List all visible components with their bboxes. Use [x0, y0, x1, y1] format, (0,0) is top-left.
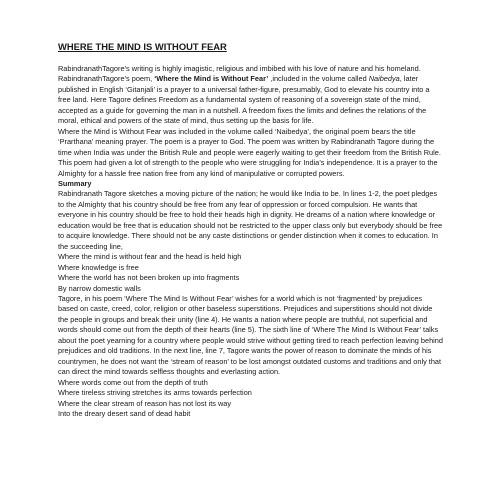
poem-line: Where the world has not been broken up into fragments — [58, 273, 240, 283]
poem-quote-2 — [58, 378, 443, 420]
intro-text-3: , later published in English ‘Gitanjali’ is a prayer to a universal father-figure, presumably, God to elevate his country into a free land. Here Tagore defines Freedom as a fundamental system of reasoning of a sovereign state of the mind, accepted as a guide for governing the man in a nutshell. A freedom fixes the limits and defines the relations of the moral, ethical and powers of the state of mind, thus setting up the basis for life. — [58, 74, 430, 126]
summary-paragraph: Rabindranath Tagore sketches a moving picture of the nation; he would like India to be. In lines 1-2, the poet pledges to the Almighty that his country should be free from any fear of oppression or forced compulsion. He wants that everyone in his country should be free to hold their heads high in dignity. He dreams of a nation where knowledge or education would be free that is education should not be restricted to the upper class only but everybody should be free to acquire knowledge. There should not be any caste distinctions or gender distinction when it comes to education. In the succeeding line, — [58, 189, 443, 251]
poem-line: Where the mind is without fear and the head is held high — [58, 252, 242, 262]
poem-line: Where words come out from the depth of truth — [58, 377, 208, 387]
poem-line: By narrow domestic walls — [58, 283, 141, 293]
intro-paragraph — [58, 64, 443, 127]
summary-heading: Summary — [58, 178, 92, 188]
poem-line: Into the dreary desert sand of dead habit — [58, 408, 191, 418]
poem-line: Where knowledge is free — [58, 262, 139, 272]
document-title: WHERE THE MIND IS WITHOUT FEAR — [58, 41, 227, 52]
volume-name-italic: Naibedya — [368, 74, 400, 84]
poem-line: Where tireless striving stretches its arms towards perfection — [58, 388, 252, 398]
background-paragraph: Where the Mind is Without Fear was included in the volume called ‘Naibedya’, the original poem bears the title ‘Prarthana’ meaning prayer. The poem is a prayer to God. The poem was written by Rabindranath Tagore during the time when India was under the British Rule and people were eagerly waiting to get their freedom from the British Rule. This poem had given a lot of strength to the people who were struggling for India’s independence. It is a prayer to the Almighty for a hassle free nation free from any kind of manipulative or corrupted powers. — [58, 126, 441, 178]
intro-text-1: RabindranathTagore’s writing is highly imagistic, religious and imbibed with his love of nature and his homeland. RabindranathTagore’s poem, — [58, 64, 421, 84]
analysis-paragraph: Tagore, in his poem ‘Where The Mind Is Without Fear’ wishes for a world which is not ‘fragmented’ by prejudices based on caste, creed, color, religion or other baseless superstitions. Prejudices and superstitions should not divide the people in groups and break their unity (line 4). He wants a nation where people are truthful, not superficial and words should come out from the depth of their hearts (line 5). The sixth line of ‘Where The Mind Is Without Fear’ talks about the poet yearning for a country where people would strive without getting tired to reach perfection leaving behind prejudices and old traditions. In the next line, line 7, Tagore wants the power of reason to dominate the minds of his countrymen, he does not want the ‘stream of reason’ to be lost amongst outdated customs and traditions and only that can direct the mind towards selfless thoughts and everlasting action. — [58, 293, 443, 377]
intro-text-2: ,included in the volume called — [268, 74, 369, 84]
poem-line: Where the clear stream of reason has not lost its way — [58, 398, 232, 408]
poem-title-bold: ‘Where the Mind is Without Fear’ — [154, 74, 269, 84]
poem-quote-1 — [58, 252, 443, 294]
